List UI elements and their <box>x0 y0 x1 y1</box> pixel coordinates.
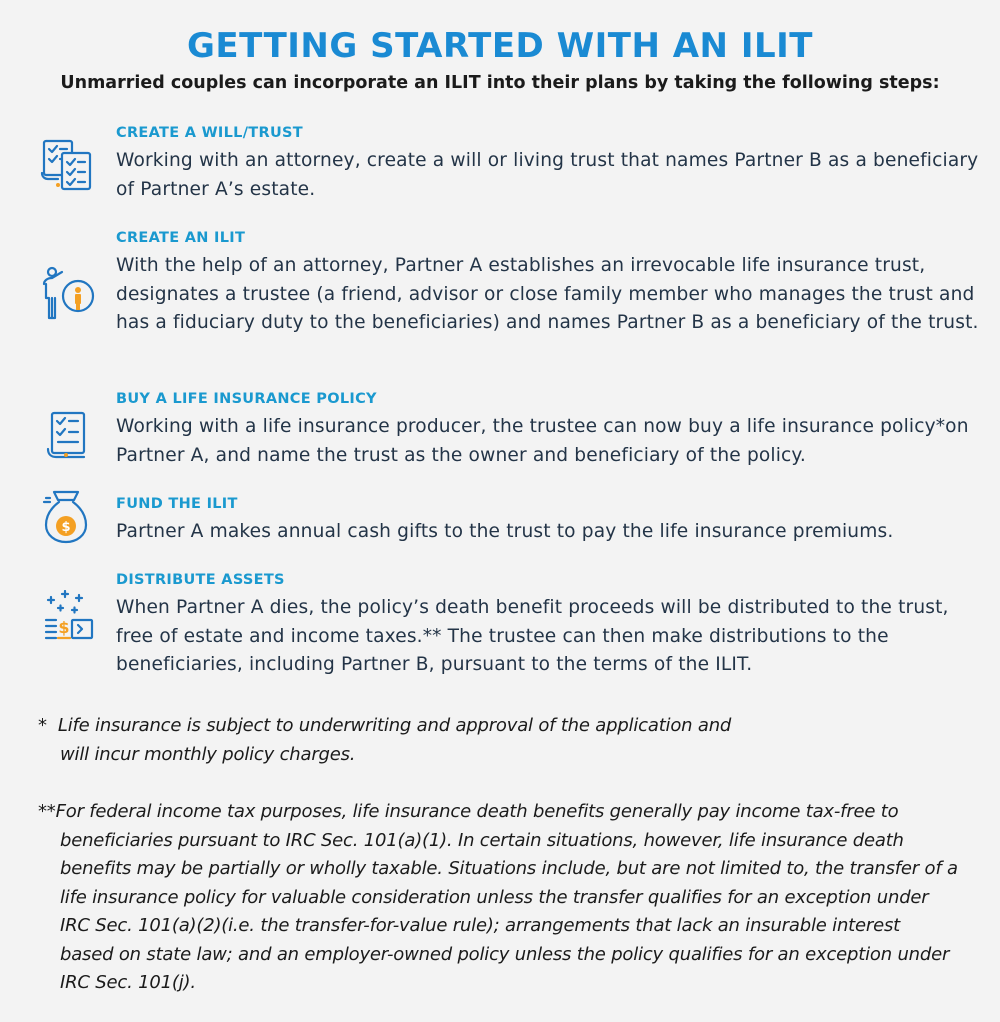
page-subtitle: Unmarried couples can incorporate an ILIT into their plans by taking the following steps: <box>60 73 940 93</box>
person-presenting-icon <box>38 264 98 324</box>
documents-checklist-icon <box>38 135 98 195</box>
step-heading: BUY A LIFE INSURANCE POLICY <box>116 391 377 407</box>
footnote-text-line1: Life insurance is subject to underwriting and approval of the application and <box>57 715 732 736</box>
step-heading: CREATE A WILL/TRUST <box>116 125 303 141</box>
step-body: When Partner A dies, the policy’s death benefit proceeds will be distributed to the trust, free of estate and income taxes.** The trustee can then make distributions to the beneficiaries, including Partner B, pursuant to the terms of the ILIT. <box>116 597 949 675</box>
step-heading: FUND THE ILIT <box>116 496 238 512</box>
footnote-mark: ** <box>38 801 56 822</box>
page-title: GETTING STARTED WITH AN ILIT <box>186 26 814 66</box>
distribute-cash-icon <box>38 590 98 650</box>
svg-text:$: $ <box>58 618 70 637</box>
footnote-underwriting <box>38 712 958 769</box>
policy-document-icon <box>38 407 98 467</box>
footnote-mark: * <box>38 715 47 736</box>
step-body: Working with an attorney, create a will or living trust that names Partner B as a beneficiary of Partner A’s estate. <box>116 150 979 200</box>
footnote-tax <box>38 798 958 998</box>
step-heading: CREATE AN ILIT <box>116 230 246 246</box>
step-body: Working with a life insurance producer, the trustee can now buy a life insurance policy*on Partner A, and name the trust as the owner and beneficiary of the policy. <box>116 416 969 466</box>
step-heading: DISTRIBUTE ASSETS <box>116 572 285 588</box>
step-body: Partner A makes annual cash gifts to the trust to pay the life insurance premiums. <box>116 521 894 542</box>
money-bag-icon <box>38 488 98 548</box>
step-body: With the help of an attorney, Partner A establishes an irrevocable life insurance trust, designates a trustee (a friend, advisor or close family member who manages the trust and has a fiduciary duty to the beneficiaries) and names Partner B as a beneficiary of the trust. <box>116 255 979 333</box>
footnote-text-rest: beneficiaries pursuant to IRC Sec. 101(a)(1). In certain situations, however, life insurance death benefits may be partially or wholly taxable. Situations include, but are not limited to, the transfer of a life insurance policy for valuable consideration unless the transfer qualifies for an exception under IRC Sec. 101(a)(2)(i.e. the transfer-for-value rule); arrangements that lack an insurable interest based on state law; and an employer-owned policy unless the policy qualifies for an exception under IRC Sec. 101(j). <box>60 829 958 993</box>
footnote-text-rest: will incur monthly policy charges. <box>60 743 356 765</box>
footnote-text-line1: For federal income tax purposes, life insurance death benefits generally pay income tax-free to <box>55 801 899 822</box>
svg-text:$: $ <box>61 520 71 535</box>
